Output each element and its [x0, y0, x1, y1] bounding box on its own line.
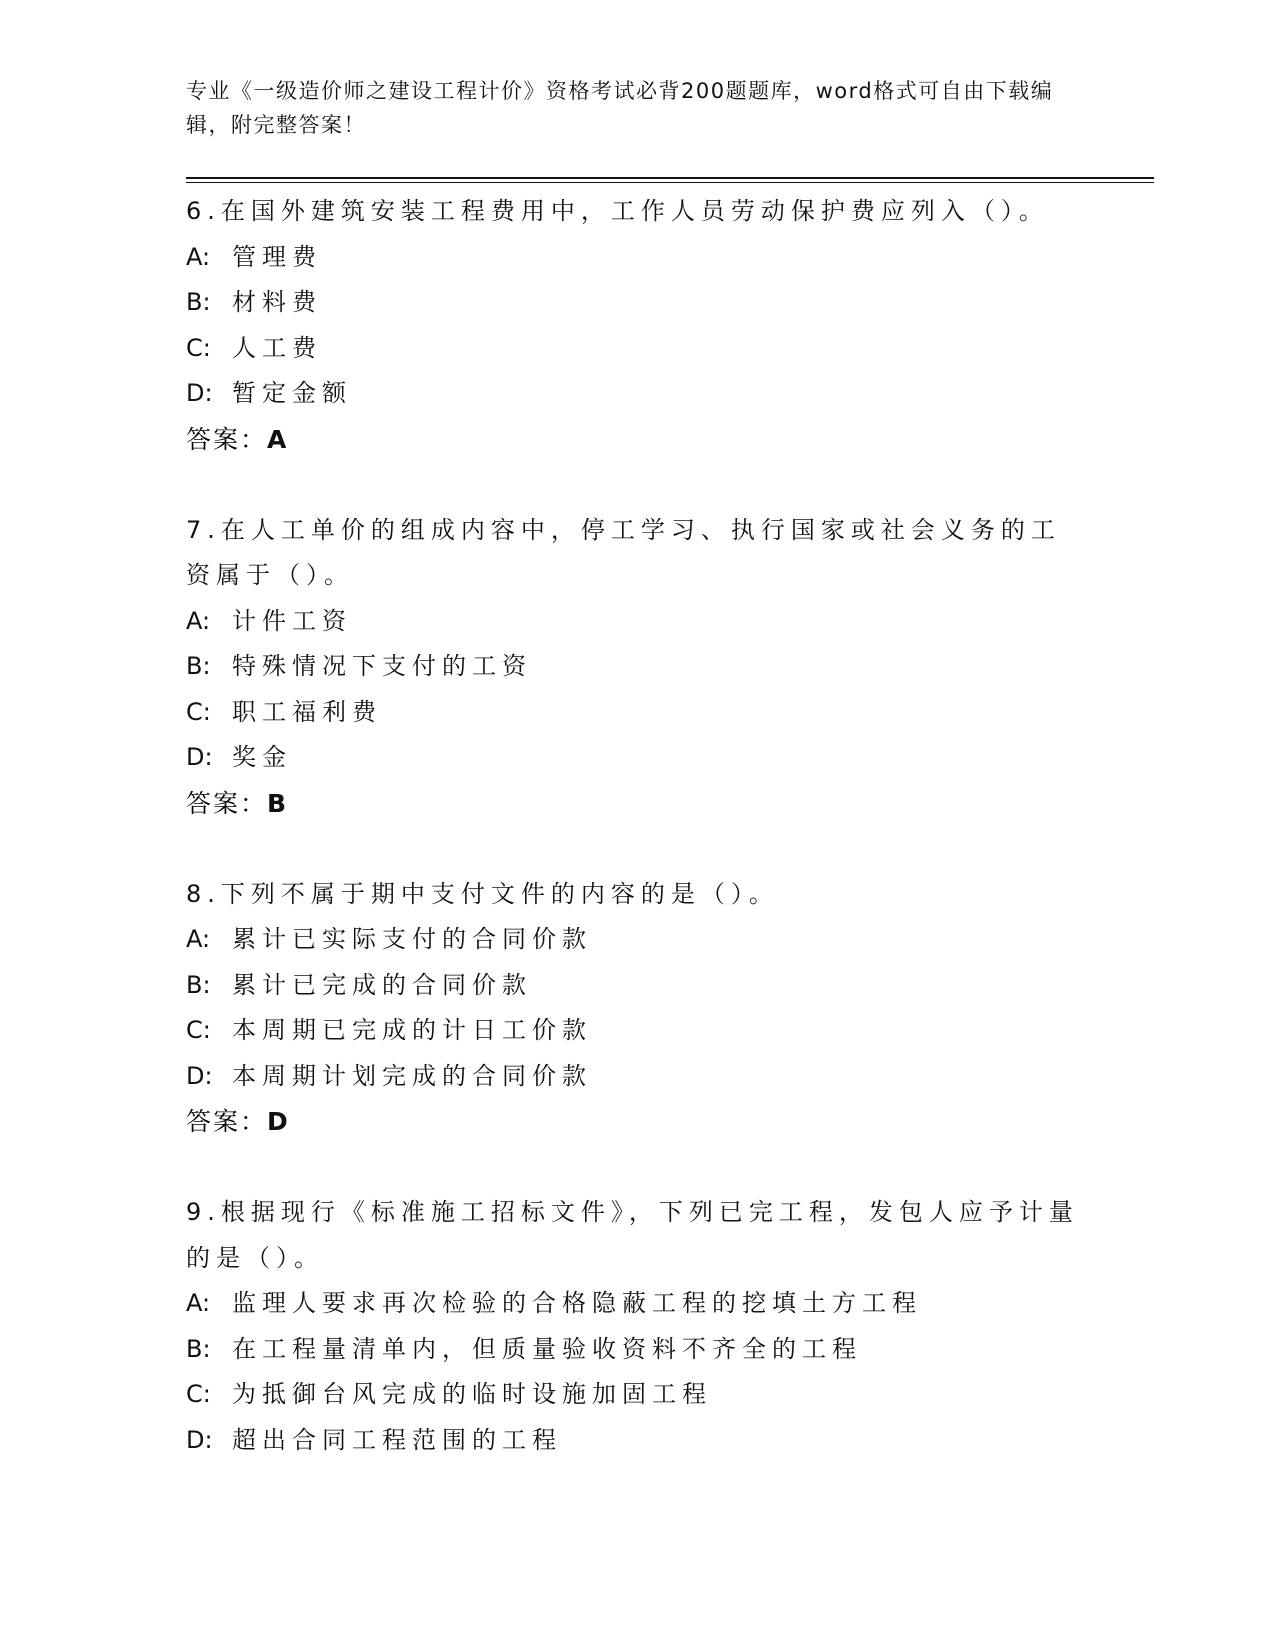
- option-text: 本周期计划完成的合同价款: [232, 1061, 592, 1090]
- option-text: 监理人要求再次检验的合格隐蔽工程的挖填土方工程: [232, 1289, 922, 1317]
- option-d: [186, 1418, 1086, 1464]
- option-a: [186, 599, 1086, 645]
- option-key: B:: [186, 652, 211, 680]
- option-a: [186, 235, 1086, 281]
- option-b: [186, 1327, 1086, 1373]
- option-key: B:: [186, 970, 211, 999]
- answer-label: 答案：: [186, 424, 268, 454]
- option-key: C:: [186, 333, 211, 362]
- option-text: 暂定金额: [232, 379, 352, 407]
- option-c: [186, 1008, 1086, 1054]
- question-stem: 7.在人工单价的组成内容中，停工学习、执行国家或社会义务的工资属于（）。: [186, 515, 1061, 589]
- spacer: [186, 1145, 1086, 1191]
- answer-line: [186, 417, 1086, 463]
- answer-line: [186, 781, 1086, 827]
- option-b: [186, 963, 1086, 1009]
- option-c: [186, 690, 1086, 736]
- option-key: A:: [186, 242, 211, 271]
- option-key: A:: [186, 925, 211, 953]
- question-list: [186, 189, 1086, 1463]
- option-b: [186, 644, 1086, 690]
- option-key: D:: [186, 1425, 213, 1454]
- option-text: 本周期已完成的计日工价款: [232, 1016, 592, 1044]
- option-text: 奖金: [232, 743, 292, 771]
- option-text: 管理费: [232, 242, 322, 271]
- question-stem: 9.根据现行《标准施工招标文件》，下列已完工程，发包人应予计量的是（）。: [186, 1198, 1079, 1272]
- header-rule-thin: [186, 182, 1154, 183]
- option-key: D:: [186, 379, 213, 407]
- option-text: 职工福利费: [232, 697, 382, 726]
- question-9: [186, 1190, 1086, 1463]
- document-header: 专业《一级造价师之建设工程计价》资格考试必背200题题库，word格式可自由下载编辑，附完整答案！: [186, 79, 1054, 137]
- answer-label: 答案：: [186, 788, 268, 818]
- option-c: [186, 1372, 1086, 1418]
- answer-value: A: [267, 424, 289, 454]
- question-stem: 6.在国外建筑安装工程费用中，工作人员劳动保护费应列入（）。: [186, 197, 1049, 225]
- option-text: 在工程量清单内，但质量验收资料不齐全的工程: [232, 1334, 862, 1363]
- question-8: [186, 872, 1086, 1145]
- spacer: [186, 826, 1086, 872]
- question-6: [186, 189, 1086, 462]
- option-text: 人工费: [232, 333, 322, 362]
- option-text: 材料费: [232, 288, 322, 316]
- answer-value: D: [267, 1107, 290, 1136]
- option-text: 计件工资: [232, 606, 352, 635]
- spacer: [186, 462, 1086, 508]
- option-key: A:: [186, 606, 211, 635]
- question-stem: 8.下列不属于期中支付文件的内容的是（）。: [186, 879, 779, 908]
- option-text: 特殊情况下支付的工资: [232, 652, 532, 680]
- option-d: [186, 735, 1086, 781]
- option-d: [186, 371, 1086, 417]
- option-key: A:: [186, 1289, 211, 1317]
- option-d: [186, 1054, 1086, 1100]
- option-key: C:: [186, 697, 211, 726]
- option-text: 累计已完成的合同价款: [232, 970, 532, 999]
- option-text: 为抵御台风完成的临时设施加固工程: [232, 1380, 712, 1408]
- option-a: [186, 917, 1086, 963]
- answer-line: [186, 1099, 1086, 1145]
- question-7: [186, 508, 1086, 827]
- option-text: 超出合同工程范围的工程: [232, 1425, 562, 1454]
- option-key: C:: [186, 1380, 211, 1408]
- option-key: D:: [186, 1061, 213, 1090]
- answer-label: 答案：: [186, 1107, 268, 1136]
- answer-value: B: [267, 788, 289, 818]
- option-text: 累计已实际支付的合同价款: [232, 925, 592, 953]
- option-c: [186, 326, 1086, 372]
- option-key: C:: [186, 1016, 211, 1044]
- header-rule-thick: [186, 177, 1154, 179]
- option-a: [186, 1281, 1086, 1327]
- option-key: D:: [186, 743, 213, 771]
- option-b: [186, 280, 1086, 326]
- option-key: B:: [186, 1334, 211, 1363]
- option-key: B:: [186, 288, 211, 316]
